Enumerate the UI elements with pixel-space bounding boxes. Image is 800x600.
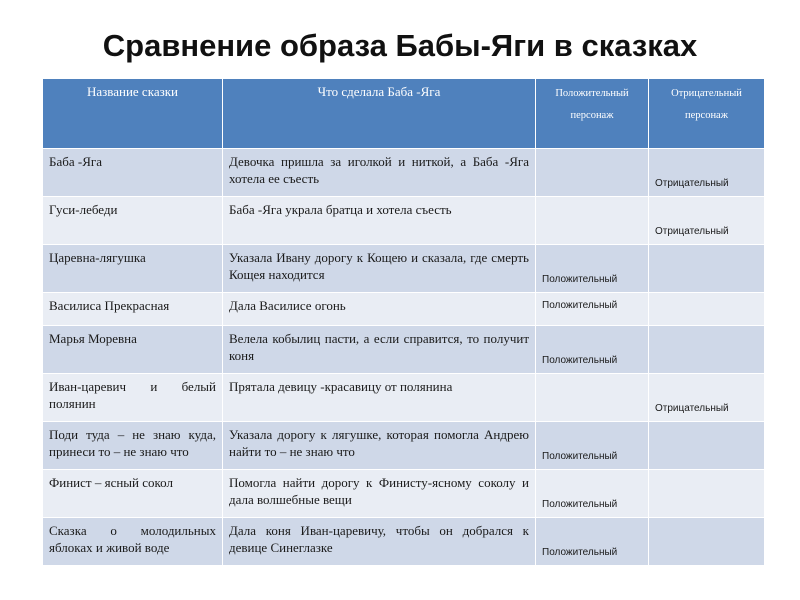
header-positive: Положительный персонаж xyxy=(536,79,649,149)
header-negative: Отрицательный персонаж xyxy=(649,79,765,149)
comparison-table xyxy=(42,78,765,566)
negative-cell: Отрицательный xyxy=(649,149,765,197)
table-row xyxy=(43,245,765,293)
positive-cell xyxy=(536,149,649,197)
page-title: Сравнение образа Бабы-Яги в сказках xyxy=(102,28,698,63)
deed-cell: Прятала девицу -красавицу от полянина xyxy=(223,374,536,422)
header-deed: Что сделала Баба -Яга xyxy=(223,79,536,149)
positive-cell: Положительный xyxy=(536,518,649,566)
table-row xyxy=(43,374,765,422)
positive-cell: Положительный xyxy=(536,422,649,470)
negative-cell xyxy=(649,518,765,566)
table-row xyxy=(43,470,765,518)
deed-cell: Указала Ивану дорогу к Кощею и сказала, где смерть Кощея находится xyxy=(223,245,536,293)
negative-cell xyxy=(649,422,765,470)
positive-cell: Положительный xyxy=(536,326,649,374)
table-row xyxy=(43,293,765,326)
deed-cell: Дала Василисе огонь xyxy=(223,293,536,326)
deed-cell: Велела кобылиц пасти, а если справится, то получит коня xyxy=(223,326,536,374)
tale-cell: Поди туда – не знаю куда, принеси то – не знаю что xyxy=(43,422,223,470)
positive-cell xyxy=(536,197,649,245)
tale-cell: Василиса Прекрасная xyxy=(43,293,223,326)
negative-cell: Отрицательный xyxy=(649,197,765,245)
negative-cell xyxy=(649,245,765,293)
deed-cell: Баба -Яга украла братца и хотела съесть xyxy=(223,197,536,245)
table-row xyxy=(43,518,765,566)
deed-cell: Девочка пришла за иголкой и ниткой, а Баба -Яга хотела ее съесть xyxy=(223,149,536,197)
tale-cell: Иван-царевич и белый полянин xyxy=(43,374,223,422)
negative-cell xyxy=(649,326,765,374)
table-row xyxy=(43,149,765,197)
deed-cell: Дала коня Иван-царевичу, чтобы он добрался к девице Синеглазке xyxy=(223,518,536,566)
positive-cell xyxy=(536,374,649,422)
tale-cell: Финист – ясный сокол xyxy=(43,470,223,518)
negative-cell xyxy=(649,293,765,326)
tale-cell: Гуси-лебеди xyxy=(43,197,223,245)
positive-cell: Положительный xyxy=(536,470,649,518)
table-row xyxy=(43,326,765,374)
tale-cell: Марья Моревна xyxy=(43,326,223,374)
positive-cell: Положительный xyxy=(536,293,649,326)
positive-cell: Положительный xyxy=(536,245,649,293)
deed-cell: Указала дорогу к лягушке, которая помогла Андрею найти то – не знаю что xyxy=(223,422,536,470)
tale-cell: Сказка о молодильных яблоках и живой воде xyxy=(43,518,223,566)
header-tale: Название сказки xyxy=(43,79,223,149)
table-row xyxy=(43,422,765,470)
table-header-row xyxy=(43,79,765,149)
table-row xyxy=(43,197,765,245)
tale-cell: Царевна-лягушка xyxy=(43,245,223,293)
tale-cell: Баба -Яга xyxy=(43,149,223,197)
deed-cell: Помогла найти дорогу к Финисту-ясному соколу и дала волшебные вещи xyxy=(223,470,536,518)
negative-cell: Отрицательный xyxy=(649,374,765,422)
negative-cell xyxy=(649,470,765,518)
